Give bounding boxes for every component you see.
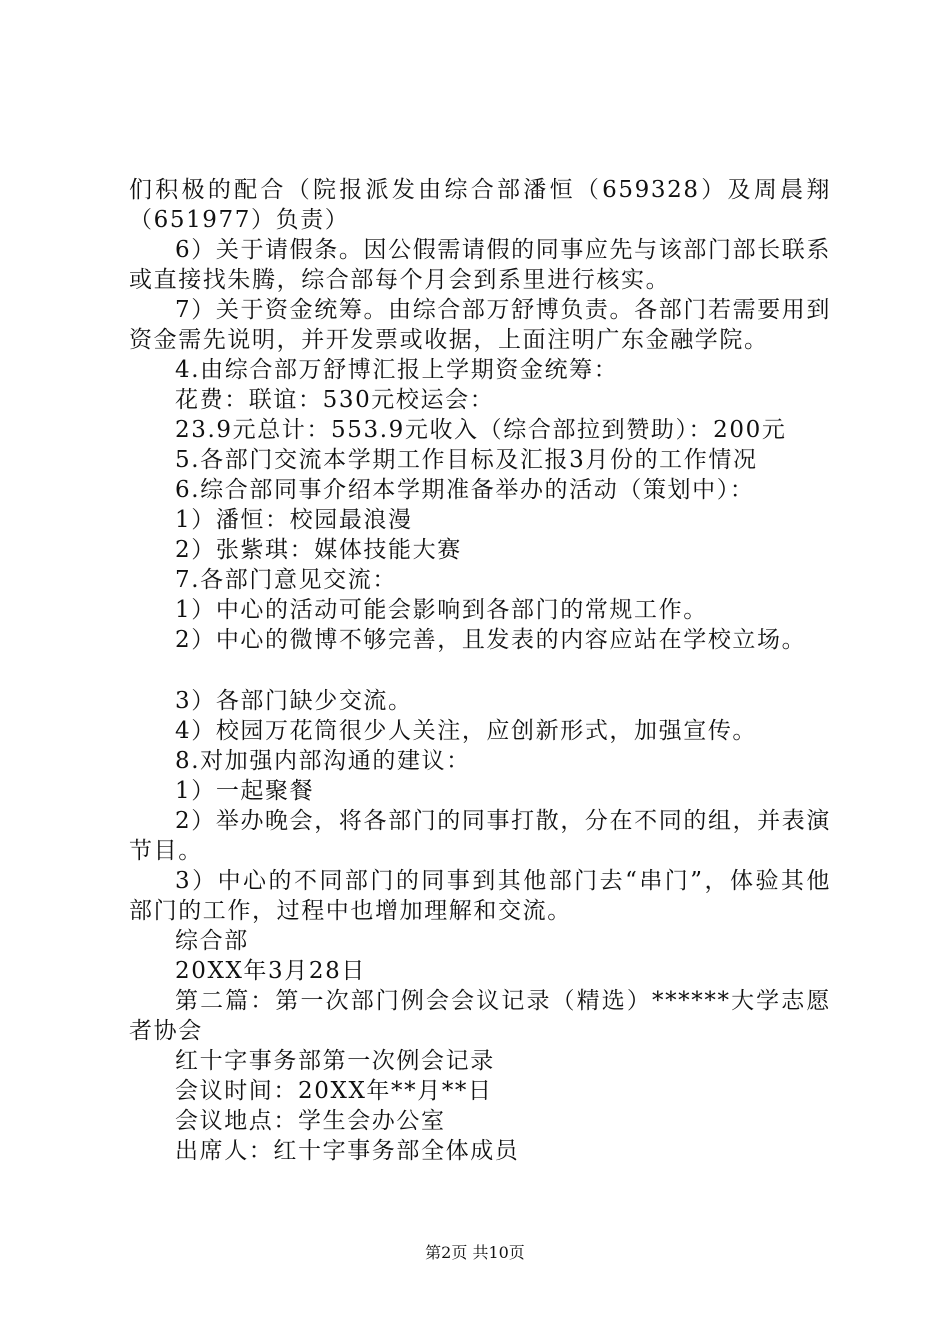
paragraph-suggestion-2: 2）举办晚会，将各部门的同事打散，分在不同的组，并表演节目。 <box>129 808 831 864</box>
paragraph-department-signature: 综合部 <box>175 928 249 954</box>
paragraph-suggestion-3: 3）中心的不同部门的同事到其他部门去“串门”，体验其他部门的工作，过程中也增加理解和交流。 <box>129 868 831 924</box>
paragraph-chapter-two-title: 第二篇：第一次部门例会会议记录（精选）******大学志愿者协会 <box>129 988 831 1044</box>
paragraph-date: 20XX年3月28日 <box>175 958 366 984</box>
paragraph-opinion-4: 4）校园万花筒很少人关注，应创新形式，加强宣传。 <box>175 718 758 744</box>
paragraph-meeting-location: 会议地点：学生会办公室 <box>175 1108 446 1134</box>
paragraph-item-4: 4.由综合部万舒博汇报上学期资金统筹： <box>175 357 619 383</box>
paragraph-totals: 23.9元总计：553.9元收入（综合部拉到赞助）：200元 <box>175 417 787 443</box>
paragraph-opinion-2: 2）中心的微博不够完善，且发表的内容应站在学校立场。 <box>175 627 807 653</box>
paragraph-opinion-3: 3）各部门缺少交流。 <box>175 688 413 714</box>
paragraph-continuation: 们积极的配合（院报派发由综合部潘恒（659328）及周晨翔（651977）负责） <box>129 177 831 233</box>
blank-line <box>129 655 831 686</box>
paragraph-opinion-1: 1）中心的活动可能会影响到各部门的常规工作。 <box>175 597 708 623</box>
document-body <box>129 175 831 1166</box>
paragraph-activity-2: 2）张紫琪：媒体技能大赛 <box>175 537 462 563</box>
paragraph-expenses: 花费：联谊：530元校运会： <box>175 387 495 413</box>
paragraph-item-8: 8.对加强内部沟通的建议： <box>175 748 471 774</box>
paragraph-suggestion-1: 1）一起聚餐 <box>175 778 315 804</box>
page-footer: 第2页 共10页 <box>425 1243 525 1262</box>
paragraph-item-6: 6.综合部同事介绍本学期准备举办的活动（策划中）： <box>175 477 755 503</box>
paragraph-fund-management: 7）关于资金统筹。由综合部万舒博负责。各部门若需要用到资金需先说明，并开发票或收据，上面注明广东金融学院。 <box>129 297 831 353</box>
paragraph-activity-1: 1）潘恒：校园最浪漫 <box>175 507 413 533</box>
paragraph-item-5: 5.各部门交流本学期工作目标及汇报3月份的工作情况 <box>175 447 758 473</box>
paragraph-meeting-time: 会议时间：20XX年**月**日 <box>175 1078 493 1104</box>
paragraph-meeting-record-title: 红十字事务部第一次例会记录 <box>175 1048 495 1074</box>
paragraph-attendees: 出席人：红十字事务部全体成员 <box>175 1138 520 1164</box>
paragraph-item-7: 7.各部门意见交流： <box>175 567 397 593</box>
paragraph-leave-note: 6）关于请假条。因公假需请假的同事应先与该部门部长联系或直接找朱腾，综合部每个月会到系里进行核实。 <box>129 237 831 293</box>
